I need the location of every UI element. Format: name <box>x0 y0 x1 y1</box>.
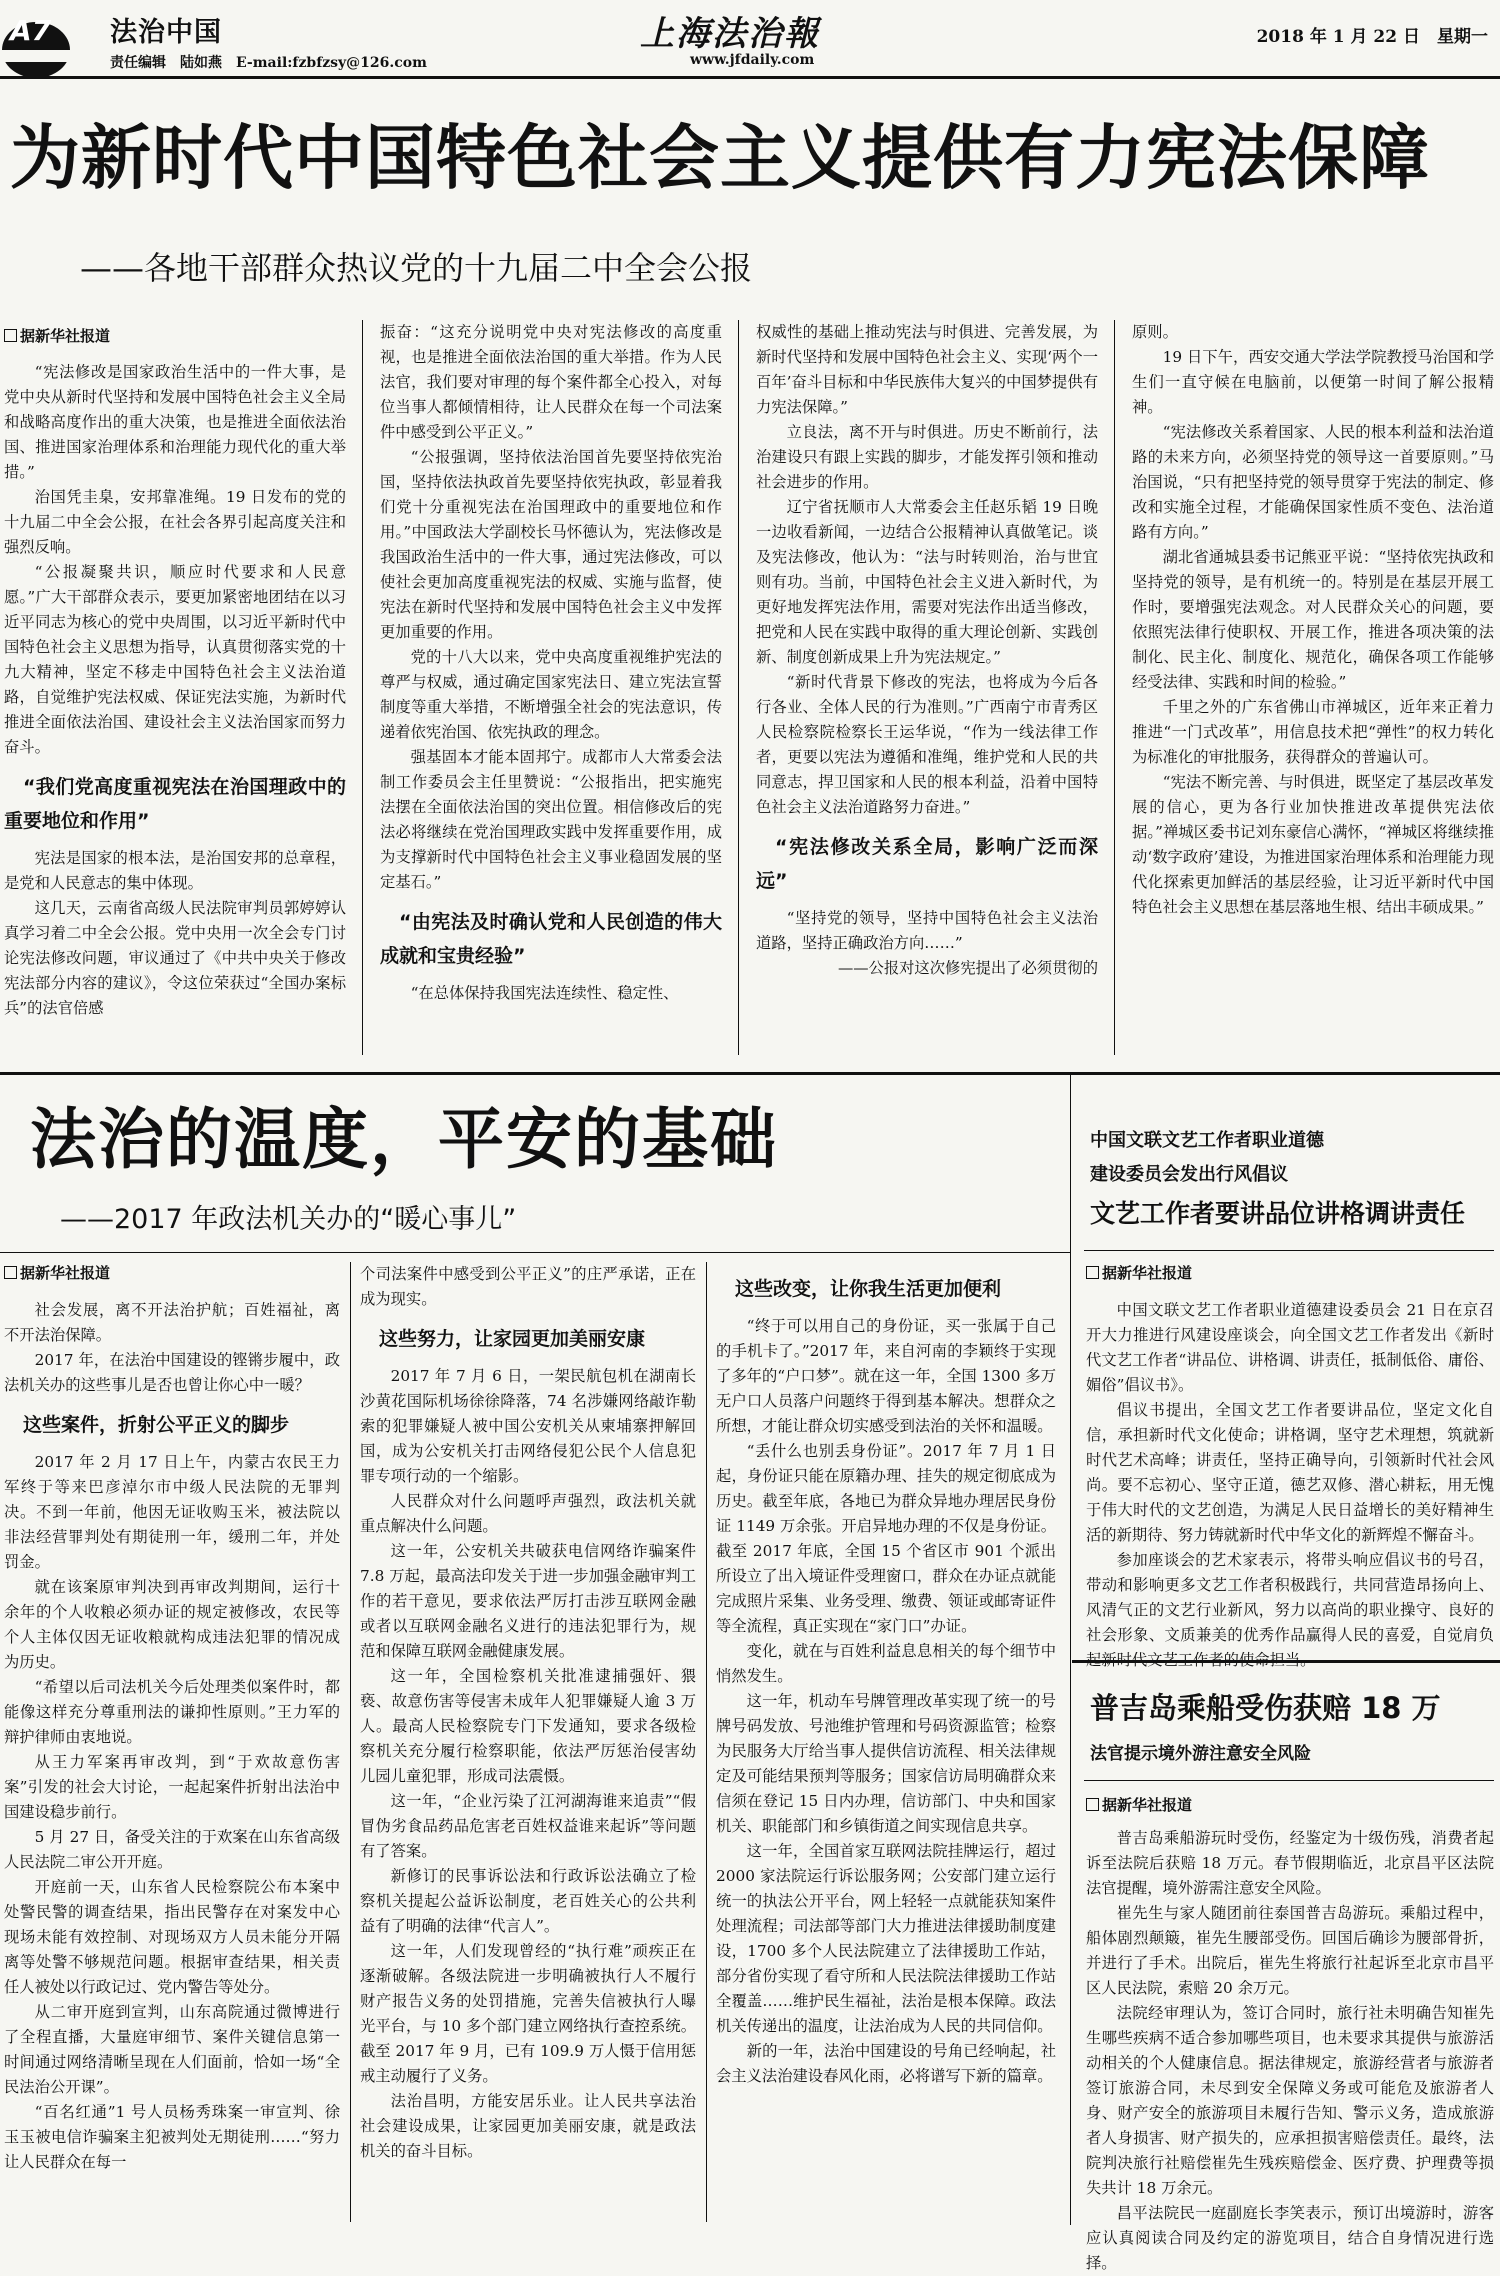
paragraph: 湖北省通城县委书记熊亚平说：“坚持依宪执政和坚持党的领导，是有机统一的。特别是在基层开展工作时，要增强宪法观念。对人民群众关心的问题，要依照宪法律行使职权、开展工作，推进各项决策的法制化、民主化、制度化、规范化，确保各项工作能够经受法律、实践和时间的检验。” <box>1132 548 1494 691</box>
byline-text: 据新华社报道 <box>20 1264 111 1282</box>
article2-col1 <box>4 1298 340 2223</box>
subheading: “宪法修改关系全局，影响广泛而深远” <box>756 836 1098 892</box>
paragraph: 2017 年 7 月 6 日，一架民航包机在湖南长沙黄花国际机场徐徐降落，74 名涉嫌网络敲诈勒索的犯罪嫌疑人被中国公安机关从柬埔寨押解回国，成为公安机关打击网络侵犯公民个人信息犯罪专项行动的一个缩影。 <box>360 1367 696 1485</box>
article4-rule <box>1084 1780 1494 1781</box>
issue-date: 2018 年 1 月 22 日 星期一 <box>1256 27 1488 47</box>
kicker-line: 建设委员会发出行风倡议 <box>1090 1164 1288 1185</box>
paragraph: 千里之外的广东省佛山市禅城区，近年来正着力推进“一门式改革”，用信息技术把“弹性”的权力转化为标准化的审批服务，获得群众的普遍认可。 <box>1132 698 1494 766</box>
paragraph: 个司法案件中感受到公平正义”的庄严承诺，正在成为现实。 <box>360 1265 696 1308</box>
paragraph: “希望以后司法机关今后处理类似案件时，都能像这样充分尊重刑法的谦抑性原则。”王力军的辩护律师由衷地说。 <box>4 1678 340 1746</box>
byline-box-icon <box>1086 1798 1099 1811</box>
paragraph: 新的一年，法治中国建设的号角已经响起，社会主义法治建设春风化雨，必将谱写下新的篇章。 <box>716 2042 1056 2085</box>
page-number: A7 <box>10 14 52 47</box>
article3-rule <box>1084 1250 1494 1251</box>
subheading: 这些努力，让家园更加美丽安康 <box>379 1328 646 1350</box>
article1-col2 <box>380 320 722 1060</box>
paragraph: 这一年，全国检察机关批准逮捕强奸、猥亵、故意伤害等侵害未成年人犯罪嫌疑人逾 3 万人。最高人民检察院专门下发通知，要求各级检察机关充分履行检察职能，依法严厉惩治侵害幼儿园儿童犯罪，形成司法震慑。 <box>360 1667 696 1785</box>
paragraph: 从二审开庭到宣判，山东高院通过微博进行了全程直播，大量庭审细节、案件关键信息第一时间通过网络清晰呈现在人们面前，恰如一场“全民法治公开课”。 <box>4 2003 340 2096</box>
paragraph: “宪法不断完善、与时俱进，既坚定了基层改革发展的信心，更为各行业加快推进改革提供宪法依据。”禅城区委书记刘东豪信心满怀，“禅城区将继续推动‘数字政府’建设，为推进国家治理体系和治理能力现代化探索更加鲜活的基层经验，让习近平新时代中国特色社会主义思想在基层落地生根、结出丰硕成果。” <box>1132 773 1494 916</box>
paragraph: 这一年，公安机关共破获电信网络诈骗案件 7.8 万起，最高法印发关于进一步加强金融审判工作的若干意见，要求依法严厉打击涉互联网金融或者以互联网金融名义进行的违法犯罪行为，规范和保障互联网金融健康发展。 <box>360 1542 696 1660</box>
paragraph: 振奋：“这充分说明党中央对宪法修改的高度重视，也是推进全面依法治国的重大举措。作为人民法官，我们要对审理的每个案件都全心投入，对每位当事人都倾情相待，让人民群众在每一个司法案件中感受到公平正义。” <box>380 323 722 441</box>
paragraph: “终于可以用自己的身份证，买一张属于自己的手机卡了。”2017 年，来自河南的李颖终于实现了多年的“户口梦”。就在这一年，全国 1300 多万无户口人员落户问题终于得到基本解决。想群众之所想，才能让群众切实感受到法治的关怀和温暖。 <box>716 1317 1056 1435</box>
paragraph: 这一年，“企业污染了江河湖海谁来追责”“假冒伪劣食品药品危害老百姓权益谁来起诉”等问题有了答案。 <box>360 1792 696 1860</box>
section-divider <box>0 1072 1500 1075</box>
article2-col3 <box>716 1262 1056 2224</box>
column-divider <box>738 320 739 1055</box>
article4-headline: 普吉岛乘船受伤获赔 18 万 <box>1090 1691 1441 1725</box>
article4-byline <box>1086 1794 1192 1815</box>
paragraph: 19 日下午，西安交通大学法学院教授马治国和学生们一直守候在电脑前，以便第一时间了解公报精神。 <box>1132 348 1494 416</box>
editor-info: 责任编辑 陆如燕 E-mail:fzbfzsy@126.com <box>110 55 427 71</box>
article2-headline: 法治的温度，平安的基础 <box>30 1101 778 1178</box>
paragraph: 原则。 <box>1132 323 1178 341</box>
byline-text: 据新华社报道 <box>1102 1264 1193 1282</box>
paragraph: 2017 年 2 月 17 日上午，内蒙古农民王力军终于等来巴彦淖尔市中级人民法院的无罪判决。不到一年前，他因无证收购玉米，被法院以非法经营罪判处有期徒刑一年，缓刑二年，并处罚金。 <box>4 1453 340 1571</box>
paragraph: 这一年，机动车号牌管理改革实现了统一的号牌号码发放、号池维护管理和号码资源监管；检察为民服务大厅给当事人提供信访流程、相关法律规定及可能结果预判等服务；国家信访局明确群众来信须在登记 15 日内办理，信访部门、中央和国家机关、职能部门和乡镇街道之间实现信息共享。 <box>716 1692 1056 1835</box>
column-divider <box>706 1262 707 2222</box>
article1-col4 <box>1132 320 1494 1060</box>
byline-text: 据新华社报道 <box>20 327 111 345</box>
paragraph: 中国文联文艺工作者职业道德建设委员会 21 日在京召开大力推进行风建设座谈会，向全国文艺工作者发出《新时代文艺工作者“讲品位、讲格调、讲责任，抵制低俗、庸俗、媚俗”倡议书》。 <box>1086 1301 1494 1394</box>
column-divider <box>350 1262 351 2222</box>
paper-logo: 上海法治報 <box>640 14 820 54</box>
paragraph: 宪法是国家的根本法，是治国安邦的总章程，是党和人民意志的集中体现。 <box>4 849 346 892</box>
paragraph: ——公报对这次修宪提出了必须贯彻的 <box>837 959 1098 977</box>
subheading: 这些改变，让你我生活更加便利 <box>735 1278 1002 1300</box>
section-title: 法治中国 <box>110 17 222 48</box>
byline-box-icon <box>4 1266 17 1279</box>
paragraph: 5 月 27 日，备受关注的于欢案在山东省高级人民法院二审公开开庭。 <box>4 1828 340 1871</box>
article1-col3 <box>756 320 1098 1060</box>
paragraph: 新修订的民事诉讼法和行政诉讼法确立了检察机关提起公益诉讼制度，老百姓关心的公共利益有了明确的法律“代言人”。 <box>360 1867 696 1935</box>
section-divider <box>1072 1660 1500 1663</box>
byline-box-icon <box>1086 1266 1099 1279</box>
paragraph: “丢什么也别丢身份证”。2017 年 7 月 1 日起，身份证只能在原籍办理、挂失的规定彻底成为历史。截至年底，各地已为群众异地办理居民身份证 1149 万余张。开启异地办理的不仅是身份证。截至 2017 年底，全国 15 个省区市 901 个派出所设立了出入境证件受理窗口，群众在办证点就能完成照片采集、业务受理、缴费、领证或邮寄证件等全流程，真正实现在“家门口”办证。 <box>716 1442 1056 1635</box>
paragraph: 这一年，人们发现曾经的“执行难”顽疾正在逐渐破解。各级法院进一步明确被执行人不履行财产报告义务的处罚措施，完善失信被执行人曝光平台，与 10 多个部门建立网络执行查控系统。截至 2017 年 9 月，已有 109.9 万人慑于信用惩戒主动履行了义务。 <box>360 1942 696 2085</box>
masthead-rule <box>0 76 1500 79</box>
paragraph: 开庭前一天，山东省人民检察院公布本案中处警民警的调查结果，指出民警存在对案发中心现场未能有效控制、对现场双方人员未能分开隔离等处警不够规范问题。根据审查结果，相关责任人被处以行政记过、党内警告等处分。 <box>4 1878 340 1996</box>
article4-subhead: 法官提示境外游注意安全风险 <box>1090 1744 1311 1764</box>
paragraph: 法院经审理认为，签订合同时，旅行社未明确告知崔先生哪些疾病不适合参加哪些项目，也未要求其提供与旅游活动相关的个人健康信息。据法律规定，旅游经营者与旅游者签订旅游合同，未尽到安全保障义务或可能危及旅游者人身、财产安全的旅游项目未履行告知、警示义务，造成旅游者人身损害、财产损失的，应承担损害赔偿责任。最终，法院判决旅行社赔偿崔先生残疾赔偿金、医疗费、护理费等损失共计 18 万余元。 <box>1086 2004 1494 2197</box>
paragraph: “在总体保持我国宪法连续性、稳定性、 <box>410 984 679 1002</box>
paragraph: 就在该案原审判决到再审改判期间，运行十余年的个人收粮必须办证的规定被修改，农民等个人主体仅因无证收粮就构成违法犯罪的情况成为历史。 <box>4 1578 340 1671</box>
column-divider <box>1070 1075 1071 2225</box>
article2-subhead: ——2017 年政法机关办的“暖心事儿” <box>60 1204 517 1235</box>
paragraph: “宪法修改关系着国家、人民的根本利益和法治道路的未来方向，必须坚持党的领导这一首要原则。”马治国说，“只有把坚持党的领导贯穿于宪法的制定、修改和实施全过程，才能确保国家性质不变色、法治道路有方向。” <box>1132 423 1494 541</box>
paragraph: 这一年，全国首家互联网法院挂牌运行，超过 2000 家法院运行诉讼服务网；公安部门建立运行统一的执法公开平台，网上轻轻一点就能获知案件处理流程；司法部等部门大力推进法律援助制度建设，1700 多个人民法院建立了法律援助工作站，部分省份实现了看守所和人民法院法律援助工作站全覆盖……维护民生福祉，法治是根本保障。政法机关传递出的温度，让法治成为人民的共同信仰。 <box>716 1842 1056 2035</box>
article1-subhead: ——各地干部群众热议党的十九届二中全会公报 <box>80 249 753 287</box>
paragraph: “新时代背景下修改的宪法，也将成为今后各行各业、全体人民的行为准则。”广西南宁市青秀区人民检察院检察长王运华说，“作为一线法律工作者，更要以宪法为遵循和准绳，维护党和人民的共同意志，捍卫国家和人民的根本利益，沿着中国特色社会主义法治道路努力奋进。” <box>756 673 1098 816</box>
paragraph: 昌平法院民一庭副庭长李笑表示，预订出境游时，游客应认真阅读合同及约定的游览项目，结合自身情况进行选择。 <box>1086 2204 1494 2272</box>
paragraph: 从王力军案再审改判，到“于欢故意伤害案”引发的社会大讨论，一起起案件折射出法治中国建设稳步前行。 <box>4 1753 340 1821</box>
paragraph: 强基固本才能本固邦宁。成都市人大常委会法制工作委员会主任里赞说：“公报指出，把实施宪法摆在全面依法治国的突出位置。相信修改后的宪法必将继续在党治国理政实践中发挥重要作用，成为支撑新时代中国特色社会主义事业稳固发展的坚定基石。” <box>380 748 722 891</box>
article3-byline <box>1086 1262 1192 1283</box>
paragraph: 法治昌明，方能安居乐业。让人民共享法治社会建设成果，让家园更加美丽安康，就是政法机关的奋斗目标。 <box>360 2092 696 2160</box>
subheading: 这些案件，折射公平正义的脚步 <box>23 1414 290 1436</box>
article4-body <box>1086 1826 1494 2272</box>
article2-rule <box>0 1252 1070 1253</box>
paragraph: 辽宁省抚顺市人大常委会主任赵乐韬 19 日晚一边收看新闻，一边结合公报精神认真做笔记。谈及宪法修改，他认为：“法与时转则治，治与世宜则有功。当前，中国特色社会主义进入新时代，为更好地发挥宪法作用，需要对宪法作出适当修改，把党和人民在实践中取得的重大理论创新、实践创新、制度创新成果上升为宪法规定。” <box>756 498 1098 666</box>
article1-col1 <box>4 360 346 1060</box>
paragraph: 普吉岛乘船游玩时受伤，经鉴定为十级伤残，消费者起诉至法院后获赔 18 万元。春节假期临近，北京昌平区法院法官提醒，境外游需注意安全风险。 <box>1086 1829 1494 1897</box>
paragraph: “公报强调，坚持依法治国首先要坚持依宪治国，坚持依法执政首先要坚持依宪执政，彰显着我们党十分重视宪法在治国理政中的重要地位和作用。”中国政法大学副校长马怀德认为，宪法修改是我国政治生活中的一件大事，通过宪法修改，可以使社会更加高度重视宪法的权威、实施与监督，使宪法在新时代坚持和发展中国特色社会主义中发挥更加重要的作用。 <box>380 448 722 641</box>
article3-body <box>1086 1298 1494 1648</box>
paragraph: “公报凝聚共识，顺应时代要求和人民意愿。”广大干部群众表示，要更加紧密地团结在以习近平同志为核心的党中央周围，以习近平新时代中国特色社会主义思想为指导，认真贯彻落实党的十九大精神，坚定不移走中国特色社会主义法治道路，自觉维护宪法权威、保证宪法实施，为新时代推进全面依法治国、建设社会主义法治国家而努力奋斗。 <box>4 563 346 756</box>
article1-headline: 为新时代中国特色社会主义提供有力宪法保障 <box>10 117 1430 199</box>
paragraph: 崔先生与家人随团前往泰国普吉岛游玩。乘船过程中，船体剧烈颠簸，崔先生腰部受伤。回国后确诊为腰部骨折，并进行了手术。出院后，崔先生将旅行社起诉至北京市昌平区人民法院，索赔 20 余万元。 <box>1086 1904 1494 1997</box>
article2-col2 <box>360 1262 696 2224</box>
article2-byline <box>4 1262 110 1283</box>
paragraph: “坚持党的领导，坚持中国特色社会主义法治道路，坚持正确政治方向……” <box>756 909 1098 952</box>
paragraph: 倡议书提出，全国文艺工作者要讲品位，坚定文化自信，承担新时代文化使命；讲格调，坚守艺术理想，筑就新时代艺术高峰；讲责任，坚持正确导向，引领新时代社会风尚。要不忘初心、坚守正道，德艺双修、潜心耕耘，用无愧于伟大时代的文艺创造，为满足人民日益增长的美好精神生活的新期待、努力铸就新时代中华文化的新辉煌不懈奋斗。 <box>1086 1401 1494 1544</box>
paragraph: 这几天，云南省高级人民法院审判员郭婷婷认真学习着二中全会公报。党中央用一次全会专门讨论宪法修改问题，审议通过了《中共中央关于修改宪法部分内容的建议》，令这位荣获过“全国办案标兵”的法官倍感 <box>4 899 346 1017</box>
paragraph: “宪法修改是国家政治生活中的一件大事，是党中央从新时代坚持和发展中国特色社会主义全局和战略高度作出的重大决策，也是推进全面依法治国、推进国家治理体系和治理能力现代化的重大举措。” <box>4 363 346 481</box>
kicker-line: 中国文联文艺工作者职业道德 <box>1090 1130 1324 1151</box>
article1-byline <box>4 325 110 346</box>
paragraph: 权威性的基础上推动宪法与时俱进、完善发展，为新时代坚持和发展中国特色社会主义、实现‘两个一百年’奋斗目标和中华民族伟大复兴的中国梦提供有力宪法保障。” <box>756 323 1098 416</box>
paragraph: 人民群众对什么问题呼声强烈，政法机关就重点解决什么问题。 <box>360 1492 696 1535</box>
paragraph: 变化，就在与百姓利益息息相关的每个细节中悄然发生。 <box>716 1642 1056 1685</box>
a1c1-para-group <box>4 360 346 760</box>
page-number-badge <box>2 4 72 62</box>
article3-headline: 文艺工作者要讲品位讲格调讲责任 <box>1090 1199 1466 1228</box>
paragraph: 2017 年，在法治中国建设的铿锵步履中，政法机关办的这些事儿是否也曾让你心中一暖？ <box>4 1351 340 1394</box>
paragraph: “百名红通”1 号人员杨秀珠案一审宣判、徐玉玉被电信诈骗案主犯被判处无期徒刑……“努力让人民群众在每一 <box>4 2103 340 2171</box>
paragraph: 立良法，离不开与时俱进。历史不断前行，法治建设只有跟上实践的脚步，才能发挥引领和推动社会进步的作用。 <box>756 423 1098 491</box>
byline-text: 据新华社报道 <box>1102 1796 1193 1814</box>
article3-kicker <box>1090 1124 1324 1192</box>
paragraph: 社会发展，离不开法治护航；百姓福祉，离不开法治保障。 <box>4 1301 340 1344</box>
paragraph: 参加座谈会的艺术家表示，将带头响应倡议书的号召，带动和影响更多文艺工作者积极践行，共同营造昂扬向上、风清气正的文艺行业新风，努力以高尚的职业操守、良好的社会形象、文质兼美的优秀作品赢得人民的喜爱，自觉肩负 <box>1086 1551 1494 1644</box>
column-divider <box>1114 320 1115 1055</box>
subheading: “由宪法及时确认党和人民创造的伟大成就和宝贵经验” <box>380 911 722 967</box>
subheading: “我们党高度重视宪法在治国理政中的重要地位和作用” <box>4 776 346 832</box>
column-divider <box>362 320 363 1055</box>
paragraph: 党的十八大以来，党中央高度重视维护宪法的尊严与权威，通过确定国家宪法日、建立宪法宣誓制度等重大举措，不断增强全社会的宪法意识，传递着依宪治国、依宪执政的理念。 <box>380 648 722 741</box>
paper-url: www.jfdaily.com <box>690 52 815 68</box>
paragraph: 治国凭圭臬，安邦靠准绳。19 日发布的党的十九届二中全会公报，在社会各界引起高度关注和强烈反响。 <box>4 488 346 556</box>
byline-box-icon <box>4 329 17 342</box>
